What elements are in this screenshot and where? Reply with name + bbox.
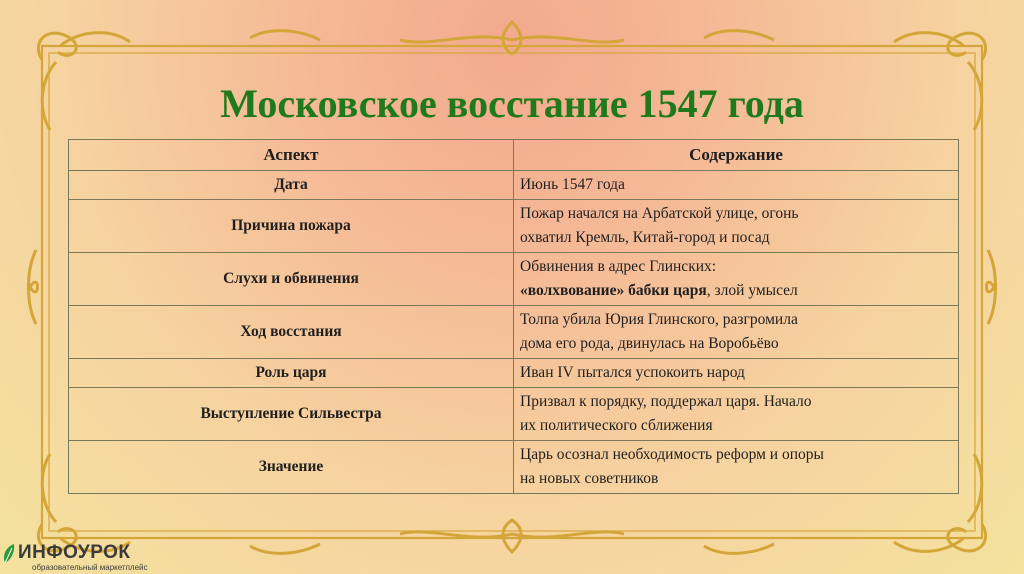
content-line: охватил Кремль, Китай-город и посад xyxy=(520,229,770,246)
content-cell: Иван IV пытался успокоить народ xyxy=(514,359,959,388)
content-cell xyxy=(514,200,959,253)
table-row xyxy=(69,200,959,253)
infourok-leaf-icon xyxy=(2,543,16,565)
table-row xyxy=(69,388,959,441)
table-row xyxy=(69,441,959,494)
content-line: Толпа убила Юрия Глинского, разгромила xyxy=(520,311,798,328)
content-line: на новых советников xyxy=(520,470,659,487)
logo-brand: ИНФОУРОК xyxy=(18,542,131,563)
table-row xyxy=(69,306,959,359)
aspect-cell: Ход восстания xyxy=(69,306,514,359)
content-line: Царь осознал необходимость реформ и опоры xyxy=(520,446,824,463)
uprising-table xyxy=(68,139,959,494)
header-content: Содержание xyxy=(514,140,959,171)
content-cell xyxy=(514,388,959,441)
aspect-cell: Выступление Сильвестра xyxy=(69,388,514,441)
table-row xyxy=(69,359,959,388)
aspect-cell: Слухи и обвинения xyxy=(69,253,514,306)
content-cell xyxy=(514,441,959,494)
table-row xyxy=(69,253,959,306)
content-bold-text: «волхвование» бабки царя xyxy=(520,282,707,299)
table-row xyxy=(69,171,959,200)
content-line: Пожар начался на Арбатской улице, огонь xyxy=(520,205,799,222)
content-line: Обвинения в адрес Глинских: xyxy=(520,258,717,275)
content-line: дома его рода, двинулась на Воробьёво xyxy=(520,335,779,352)
aspect-cell: Значение xyxy=(69,441,514,494)
logo-tagline: образовательный маркетплейс xyxy=(32,563,148,572)
content-cell xyxy=(514,306,959,359)
slide-title: Московское восстание 1547 года xyxy=(220,81,804,126)
content-line: их политического сближения xyxy=(520,417,713,434)
table-header-row xyxy=(69,140,959,171)
aspect-cell: Роль царя xyxy=(69,359,514,388)
header-aspect: Аспект xyxy=(69,140,514,171)
aspect-cell: Дата xyxy=(69,171,514,200)
content-tail: , злой умысел xyxy=(706,282,798,299)
content-cell: Июнь 1547 года xyxy=(514,171,959,200)
content-cell xyxy=(514,253,959,306)
infourok-logo[interactable] xyxy=(2,539,202,573)
content-line: Призвал к порядку, поддержал царя. Начало xyxy=(520,393,812,410)
aspect-cell: Причина пожара xyxy=(69,200,514,253)
